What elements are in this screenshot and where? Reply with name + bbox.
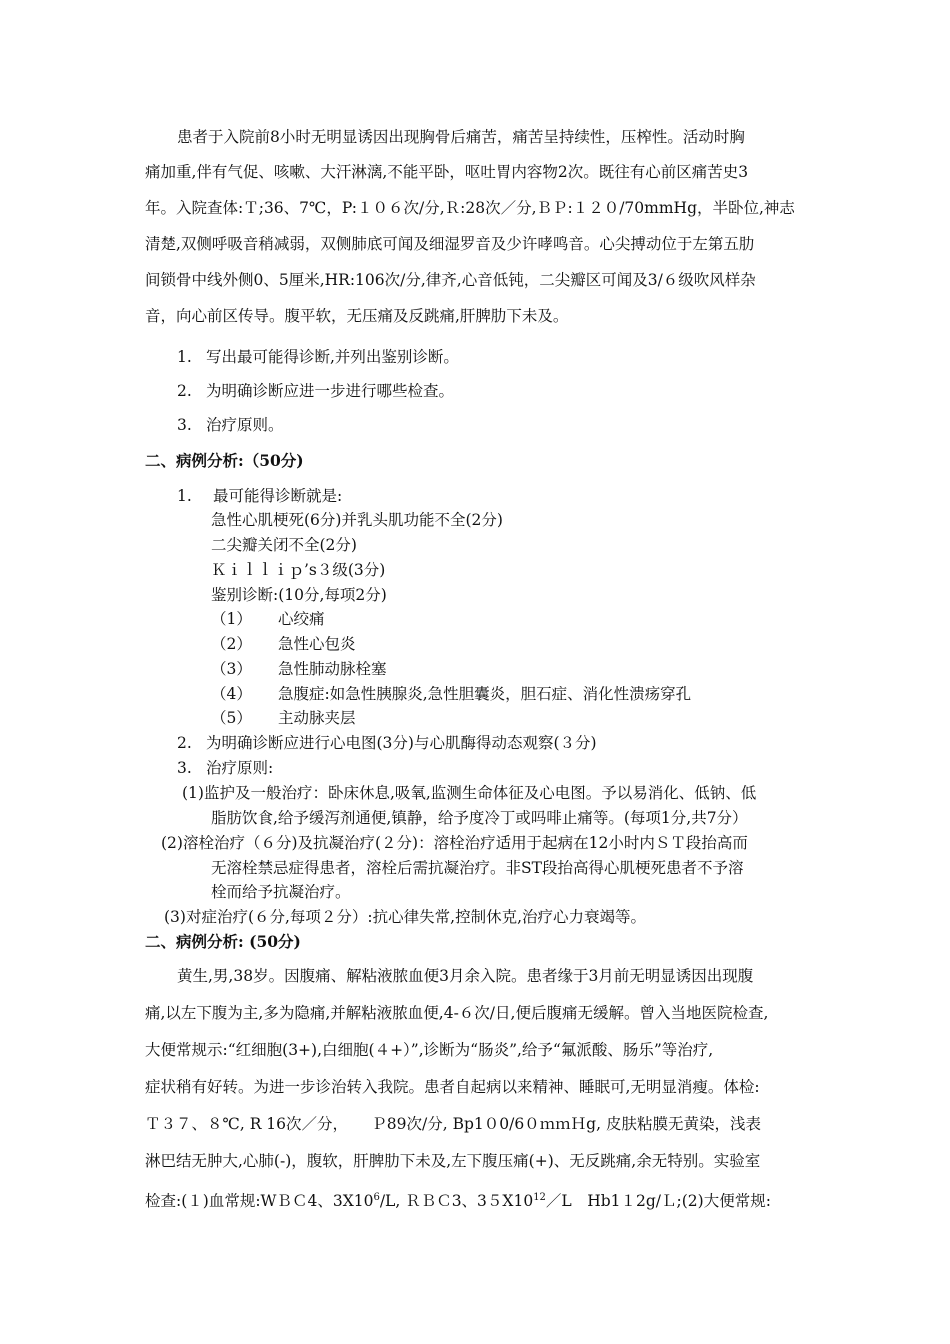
lab-results-text: 检查:(１)血常规:WＢＣ4、$3X10^6/L$, ＲＢＣ3、$35X10^{12}/L$ Hb1１2g/Ｌ;(2)大便常规: [145, 1192, 771, 1211]
case1-paragraph-line-1: 患者于入院前8小时无明显诱因出现胸骨后痛苦，痛苦呈持续性，压榨性。活动时胸 [177, 128, 745, 146]
document-page: 患者于入院前8小时无明显诱因出现胸骨后痛苦，痛苦呈持续性，压榨性。活动时胸 痛加重,伴有气促、咳嗽、大汗淋漓,不能平卧，呕吐胃内容物2次。既往有心前区痛苦史3 年。入院查体:Ｔ;36、7℃，P:１０６次/分,Ｒ:28次／分,ＢＰ:１２０/70mmHg，半卧位,神志 清楚,双侧呼吸音稍减弱，双侧肺底可闻及细湿罗音及少许哮鸣音。心尖搏动位于左第五肋 间锁骨中线外侧0、5厘米,HR:106次/分,律齐,心音低钝，二尖瓣区可闻及3/６级吹风样杂 音，向心前区传导。腹平软，无压痛及反跳痛,肝脾肋下未及。 1. 写出最可能得诊断,并列出鉴别诊断。 2. 为明确诊断应进一步进行哪些检查。 3. 治疗原则。 二、病例分析:（50分) 1. 最可能得诊断就是: 急性心肌梗死(6分)并乳头肌功能不全(2分) 二尖瓣关闭不全(2分) Ｋｉｌｌｉｐ’s３级(3分) 鉴别诊断:(10分,每项2分) （1） 心绞痛 （2） 急性心包炎 （3） 急性肺动脉栓塞 （4） 急腹症:如急性胰腺炎,急性胆囊炎，胆石症、消化性溃疡穿孔 （5） 主动脉夹层 2. 为明确诊断应进行心电图(3分)与心肌酶得动态观察(３分) 3. 治疗原则: (1)监护及一般治疗：卧床休息,吸氧,监测生命体征及心电图。予以易消化、低钠、低 脂肪饮食,给予缓泻剂通便,镇静，给予度冷丁或吗啡止痛等。(每项1分,共7分） (2)溶栓治疗（６分)及抗凝治疗(２分)：溶栓治疗适用于起病在12小时内ＳＴ段抬高而 无溶栓禁忌症得患者，溶栓后需抗凝治疗。非ST段抬高得心肌梗死患者不予溶 栓而给予抗凝治疗。 (3)对症治疗(６分,每项２分）:抗心律失常,控制休克,治疗心力衰竭等。 二、病例分析: (50分) 黄生,男,38岁。因腹痛、解粘液脓血便3月余入院。患者缘于3月前无明显诱因出现腹 痛,以左下腹为主,多为隐痛,并解粘液脓血便,4-６次/日,便后腹痛无缓解。曾入当地医院检查, 大便常规示:“红细胞(3+),白细胞(４+）”,诊断为“肠炎”,给予“氟派酸、肠乐”等治疗, 症状稍有好转。为进一步诊治转入我院。患者自起病以来精神、睡眠可,无明显消瘦。体检: Ｔ３７、８℃, R 16次／分， Ｐ89次/分, Bp1０0/6０ｍｍＨg, 皮肤粘膜无黄染，浅表 淋巴结无肿大,心肺(-)，腹软，肝脾肋下未及,左下腹压痛(+)、无反跳痛,余无特别。实验室 检查:(１)血常规:WＢＣ4、$3X10^6/L$, ＲＢＣ3、$35X10^{12}/L$ Hb1１2g/Ｌ;(2)大便常规: [0, 0, 950, 1344]
